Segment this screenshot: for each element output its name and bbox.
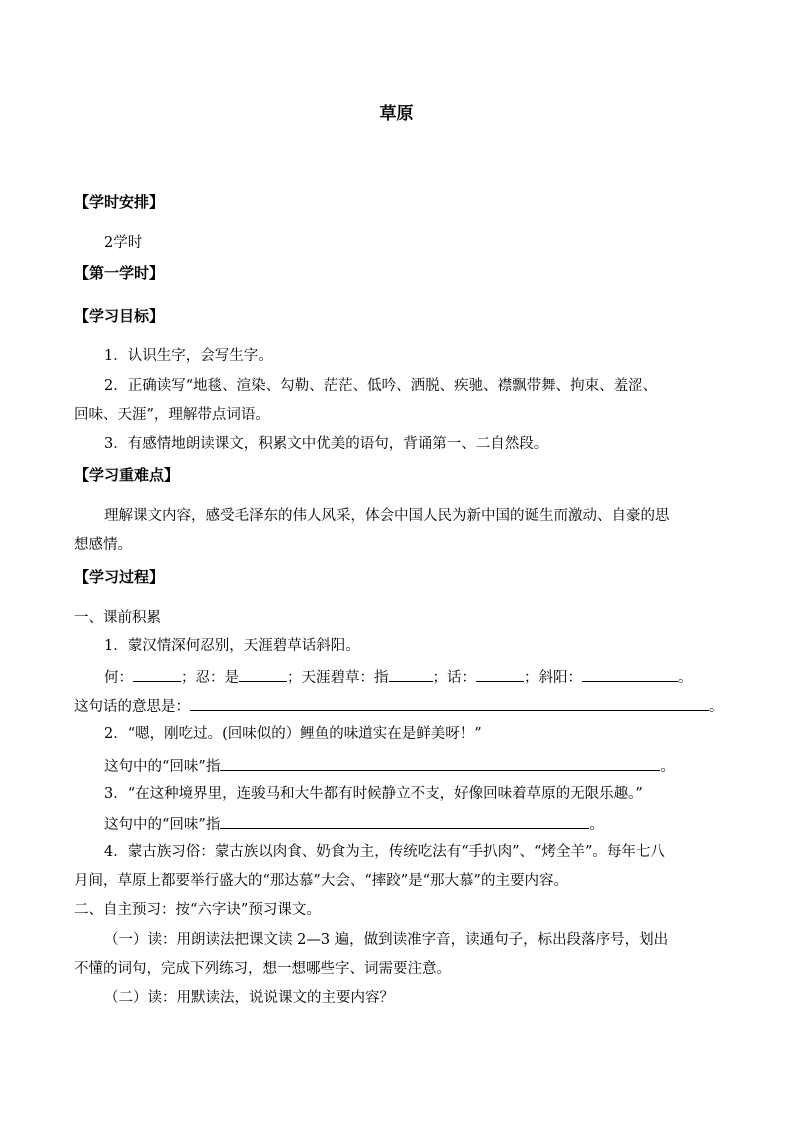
section-self-preview: 二、自主预习：按“六字诀”预习课文。	[74, 902, 321, 918]
heading-key-points: 【学习重难点】	[74, 466, 180, 484]
key-points-text: 理解课文内容，感受毛泽东的伟人风采，体会中国人民为新中国的诞生而激动、自豪的思	[104, 508, 670, 524]
goal-item: 1．认识生字，会写生字。	[104, 348, 273, 364]
label-xieyang: ；斜阳：	[524, 670, 582, 686]
label-he: 何：	[104, 670, 133, 686]
blank-tianya[interactable]	[389, 666, 433, 682]
goal-item: 3．有感情地朗读课文，积累文中优美的语句，背诵第一、二自然段。	[104, 436, 549, 452]
page-title: 草原	[379, 104, 414, 124]
question-1: 1．蒙汉情深何忍别，天涯碧草话斜阳。	[104, 638, 360, 654]
blank-q2[interactable]	[220, 755, 660, 771]
key-points-text-continued: 想感情。	[74, 537, 132, 553]
read-step-2: （二）读：用默读法，说说课文的主要内容？	[104, 990, 394, 1006]
question-3: 3．“在这种境界里，连骏马和大牛都有时候静立不支，好像回味着草原的无限乐趣。”	[104, 786, 643, 802]
blank-meaning[interactable]	[190, 695, 709, 711]
goal-item: 2．正确读写“地毯、渲染、勾勒、茫茫、低吟、洒脱、疾驰、襟飘带舞、拘束、羞涩、	[104, 378, 658, 394]
heading-goals: 【学习目标】	[74, 307, 165, 325]
period: 。	[589, 817, 604, 833]
period: 。	[678, 670, 693, 686]
period: 。	[660, 759, 675, 775]
meaning-label: 这句话的意思是：	[74, 699, 190, 715]
question-2-prompt	[104, 755, 675, 777]
label-ren: ；忍：是	[181, 670, 239, 686]
question-3-prompt	[104, 813, 604, 835]
blank-ren[interactable]	[239, 666, 287, 682]
question-1-meaning	[74, 695, 724, 717]
period: 。	[709, 699, 724, 715]
goal-item-continued: 回味、天涯”，理解带点词语。	[74, 407, 270, 423]
heading-schedule: 【学时安排】	[74, 193, 165, 211]
blank-q3[interactable]	[220, 813, 589, 829]
label-hua: ；话：	[432, 670, 476, 686]
question-2: 2．“嗯，刚吃过。(回味似的）鲤鱼的味道实在是鲜美呀！”	[104, 726, 482, 742]
question-1-blanks	[104, 666, 693, 688]
section-pre-class: 一、课前积累	[74, 610, 161, 626]
question-4-continued: 月间，草原上都要举行盛大的“那达慕”大会、“摔跤”是“那大慕”的主要内容。	[74, 873, 568, 889]
prompt-label: 这句中的“回味”指	[104, 759, 221, 775]
read-step-1: （一）读：用朗读法把课文读 2—3 遍，做到读准字音，读通句子，标出段落序号，划出	[104, 932, 669, 948]
schedule-text: 2学时	[104, 235, 143, 251]
read-step-1-continued: 不懂的词句，完成下列练习，想一想哪些字、词需要注意。	[74, 961, 451, 977]
prompt-label: 这句中的“回味”指	[104, 817, 221, 833]
blank-hua[interactable]	[476, 666, 524, 682]
blank-he[interactable]	[133, 666, 181, 682]
label-tianya: ；天涯碧草：指	[287, 670, 389, 686]
blank-xieyang[interactable]	[582, 666, 678, 682]
heading-process: 【学习过程】	[74, 568, 165, 586]
heading-first-period: 【第一学时】	[74, 264, 165, 282]
question-4: 4．蒙古族习俗：蒙古族以肉食、奶食为主，传统吃法有“手扒肉”、“烤全羊”。每年七八	[104, 844, 665, 860]
